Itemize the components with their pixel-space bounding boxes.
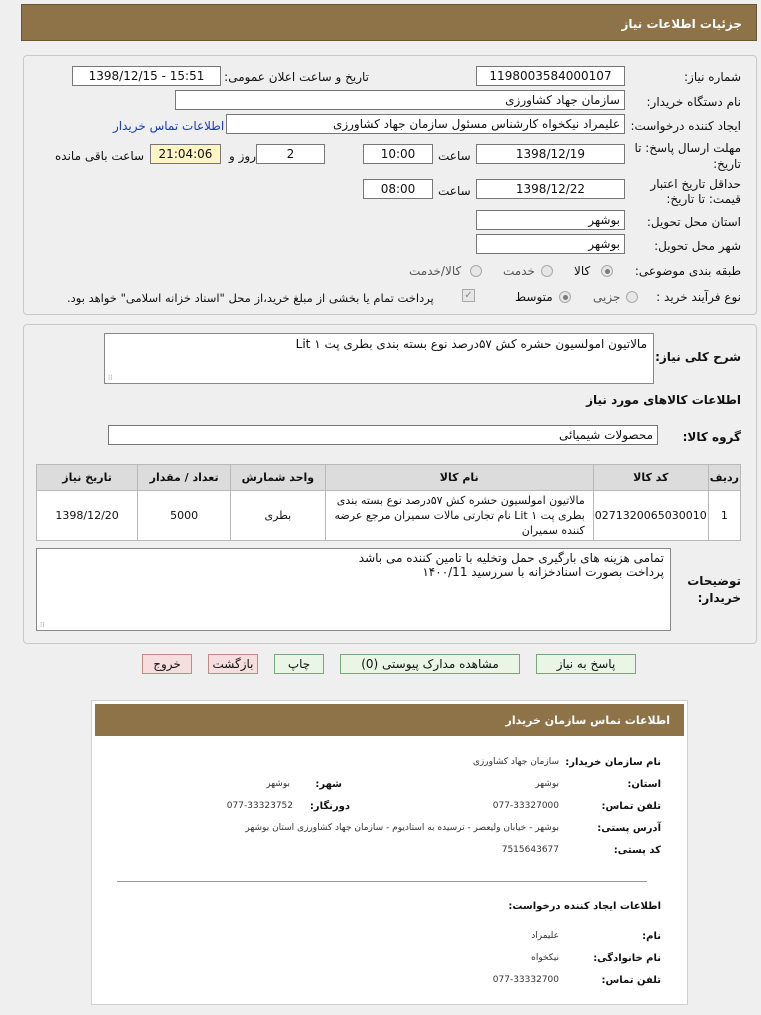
contact-address-value: بوشهر - خیابان ولیعصر - ترسیده به استادیوم - سازمان جهاد کشاورزی استان بوشهر bbox=[245, 823, 559, 833]
process-minor-label: جزیی bbox=[593, 290, 621, 304]
cell-code: 0271320065030010 bbox=[593, 491, 708, 541]
goods-section-title: اطلاعات کالاهای مورد نیاز bbox=[586, 393, 741, 407]
goods-group-label: گروه کالا: bbox=[682, 430, 741, 444]
buyer-notes-label: توضیحات bbox=[687, 574, 741, 588]
category-both-radio[interactable] bbox=[470, 265, 482, 277]
creator-last-name-label: نام خانوادگی: bbox=[593, 953, 661, 964]
buyer-notes-line-2: پرداخت بصورت اسنادخزانه با سررسید ۱۴۰۰/11 bbox=[422, 565, 664, 579]
announce-label: تاریخ و ساعت اعلان عمومی: bbox=[224, 70, 369, 84]
process-label: نوع فرآیند خرید : bbox=[656, 290, 741, 304]
category-service-label: خدمت bbox=[503, 264, 535, 278]
validity-time-field: 08:00 bbox=[363, 179, 433, 199]
category-goods-radio[interactable] bbox=[601, 265, 613, 277]
category-label: طبقه بندی موضوعی: bbox=[634, 264, 741, 278]
deadline-label: مهلت ارسال پاسخ: تا bbox=[634, 141, 741, 155]
validity-label-2: قیمت: تا تاریخ: bbox=[666, 192, 741, 206]
category-goods-label: کالا bbox=[574, 264, 591, 278]
col-qty: تعداد / مقدار bbox=[138, 465, 231, 491]
validity-date-field: 1398/12/22 bbox=[476, 179, 625, 199]
description-textarea[interactable] bbox=[104, 333, 654, 384]
contact-address-label: آدرس پستی: bbox=[597, 823, 661, 834]
creator-first-name-value: علیمراد bbox=[531, 931, 559, 941]
days-field: 2 bbox=[256, 144, 325, 164]
treasury-checkbox[interactable]: ✓ bbox=[462, 289, 475, 302]
contact-province-label: استان: bbox=[627, 779, 661, 790]
contact-org-label: نام سازمان خریدار: bbox=[565, 757, 661, 768]
cell-index: 1 bbox=[708, 491, 740, 541]
print-button[interactable]: چاپ bbox=[274, 654, 324, 674]
contact-fax-label: دورنگار: bbox=[309, 801, 350, 812]
page-header: جزئیات اطلاعات نیاز bbox=[21, 4, 757, 41]
contact-postal-label: کد پستی: bbox=[613, 845, 661, 856]
cell-name: مالاتیون امولسیون حشره کش ۵۷درصد نوع بسته بندی بطری پت ۱ Lit نام تجارتی مالات سمیران مرجع عرضه کننده سمیران bbox=[325, 491, 593, 541]
contact-org-value: سازمان جهاد کشاورزی bbox=[472, 757, 559, 767]
exit-button[interactable]: خروج bbox=[142, 654, 192, 674]
goods-table-header bbox=[37, 465, 741, 491]
requester-field: علیمراد نیکخواه کارشناس مسئول سازمان جهاد کشاورزی bbox=[226, 114, 625, 134]
contact-phone-value: 077-33327000 bbox=[492, 801, 559, 811]
deadline-date-field: 1398/12/19 bbox=[476, 144, 625, 164]
contact-postal-value: 7515643677 bbox=[501, 845, 559, 855]
need-number-label: شماره نیاز: bbox=[684, 70, 741, 84]
creator-phone-value: 077-33332700 bbox=[492, 975, 559, 985]
buyer-notes-line-1: تمامی هزینه های بارگیری حمل وتخلیه با تامین کننده می باشد bbox=[358, 551, 664, 565]
description-text: مالاتیون امولسیون حشره کش ۵۷درصد نوع بسته بندی بطری پت ۱ Lit bbox=[295, 337, 647, 351]
need-number-field: 1198003584000107 bbox=[476, 66, 625, 86]
contact-province-value: بوشهر bbox=[535, 779, 559, 789]
col-name: نام کالا bbox=[325, 465, 593, 491]
back-button[interactable]: بازگشت bbox=[208, 654, 258, 674]
cell-unit: بطری bbox=[231, 491, 326, 541]
creator-first-name-label: نام: bbox=[642, 931, 661, 942]
cell-qty: 5000 bbox=[138, 491, 231, 541]
deadline-time-field: 10:00 bbox=[363, 144, 433, 164]
contact-fax-value: 077-33323752 bbox=[226, 801, 293, 811]
resize-grip-icon: ⁞⁞ bbox=[108, 374, 113, 382]
contact-city-label: شهر: bbox=[315, 779, 342, 790]
process-minor-radio[interactable] bbox=[626, 291, 638, 303]
reply-button[interactable]: پاسخ به نیاز bbox=[536, 654, 636, 674]
buyer-notes-label-2: خریدار: bbox=[697, 591, 741, 605]
days-label: روز و bbox=[229, 149, 256, 163]
creator-title: اطلاعات ایجاد کننده درخواست: bbox=[508, 901, 661, 912]
buyer-org-label: نام دستگاه خریدار: bbox=[646, 95, 741, 109]
province-field: بوشهر bbox=[476, 210, 625, 230]
remaining-label: ساعت باقی مانده bbox=[55, 149, 145, 163]
goods-group-field: محصولات شیمیائی bbox=[108, 425, 658, 445]
contact-divider bbox=[117, 881, 647, 882]
col-index: ردیف bbox=[708, 465, 740, 491]
description-label: شرح کلی نیاز: bbox=[655, 350, 741, 364]
city-label: شهر محل تحویل: bbox=[654, 239, 741, 253]
announce-field: 1398/12/15 - 15:51 bbox=[72, 66, 221, 86]
deadline-time-label: ساعت bbox=[438, 149, 471, 163]
province-label: استان محل تحویل: bbox=[646, 215, 741, 229]
creator-phone-label: تلفن تماس: bbox=[601, 975, 661, 986]
process-medium-label: متوسط bbox=[515, 290, 553, 304]
requester-label: ایجاد کننده درخواست: bbox=[630, 119, 741, 133]
contact-card-title: اطلاعات تماس سازمان خریدار bbox=[95, 704, 684, 736]
goods-table bbox=[36, 464, 741, 541]
buyer-notes-textarea[interactable] bbox=[36, 548, 671, 631]
creator-last-name-value: نیکخواه bbox=[531, 953, 559, 963]
process-medium-radio[interactable] bbox=[559, 291, 571, 303]
contact-info-link[interactable]: اطلاعات تماس خریدار bbox=[113, 119, 225, 133]
col-code: کد کالا bbox=[593, 465, 708, 491]
contact-city-value: بوشهر bbox=[266, 779, 290, 789]
contact-phone-label: تلفن تماس: bbox=[601, 801, 661, 812]
cell-date: 1398/12/20 bbox=[37, 491, 138, 541]
deadline-label-2: تاریخ: bbox=[713, 157, 741, 171]
table-row[interactable] bbox=[37, 491, 741, 541]
remaining-time-field: 21:04:06 bbox=[150, 144, 221, 164]
col-date: تاریخ نیاز bbox=[37, 465, 138, 491]
category-service-radio[interactable] bbox=[541, 265, 553, 277]
validity-time-label: ساعت bbox=[438, 184, 471, 198]
category-both-label: کالا/خدمت bbox=[409, 264, 462, 278]
payment-note: پرداخت تمام یا بخشی از مبلغ خرید،از محل "اسناد خزانه اسلامی" خواهد بود. bbox=[67, 291, 434, 305]
buyer-org-field: سازمان جهاد کشاورزی bbox=[175, 90, 625, 110]
col-unit: واحد شمارش bbox=[231, 465, 326, 491]
city-field: بوشهر bbox=[476, 234, 625, 254]
attachments-button[interactable]: مشاهده مدارک پیوستی (0) bbox=[340, 654, 520, 674]
validity-label: حداقل تاریخ اعتبار bbox=[650, 177, 741, 191]
resize-grip-icon: ⁞⁞ bbox=[40, 621, 45, 629]
